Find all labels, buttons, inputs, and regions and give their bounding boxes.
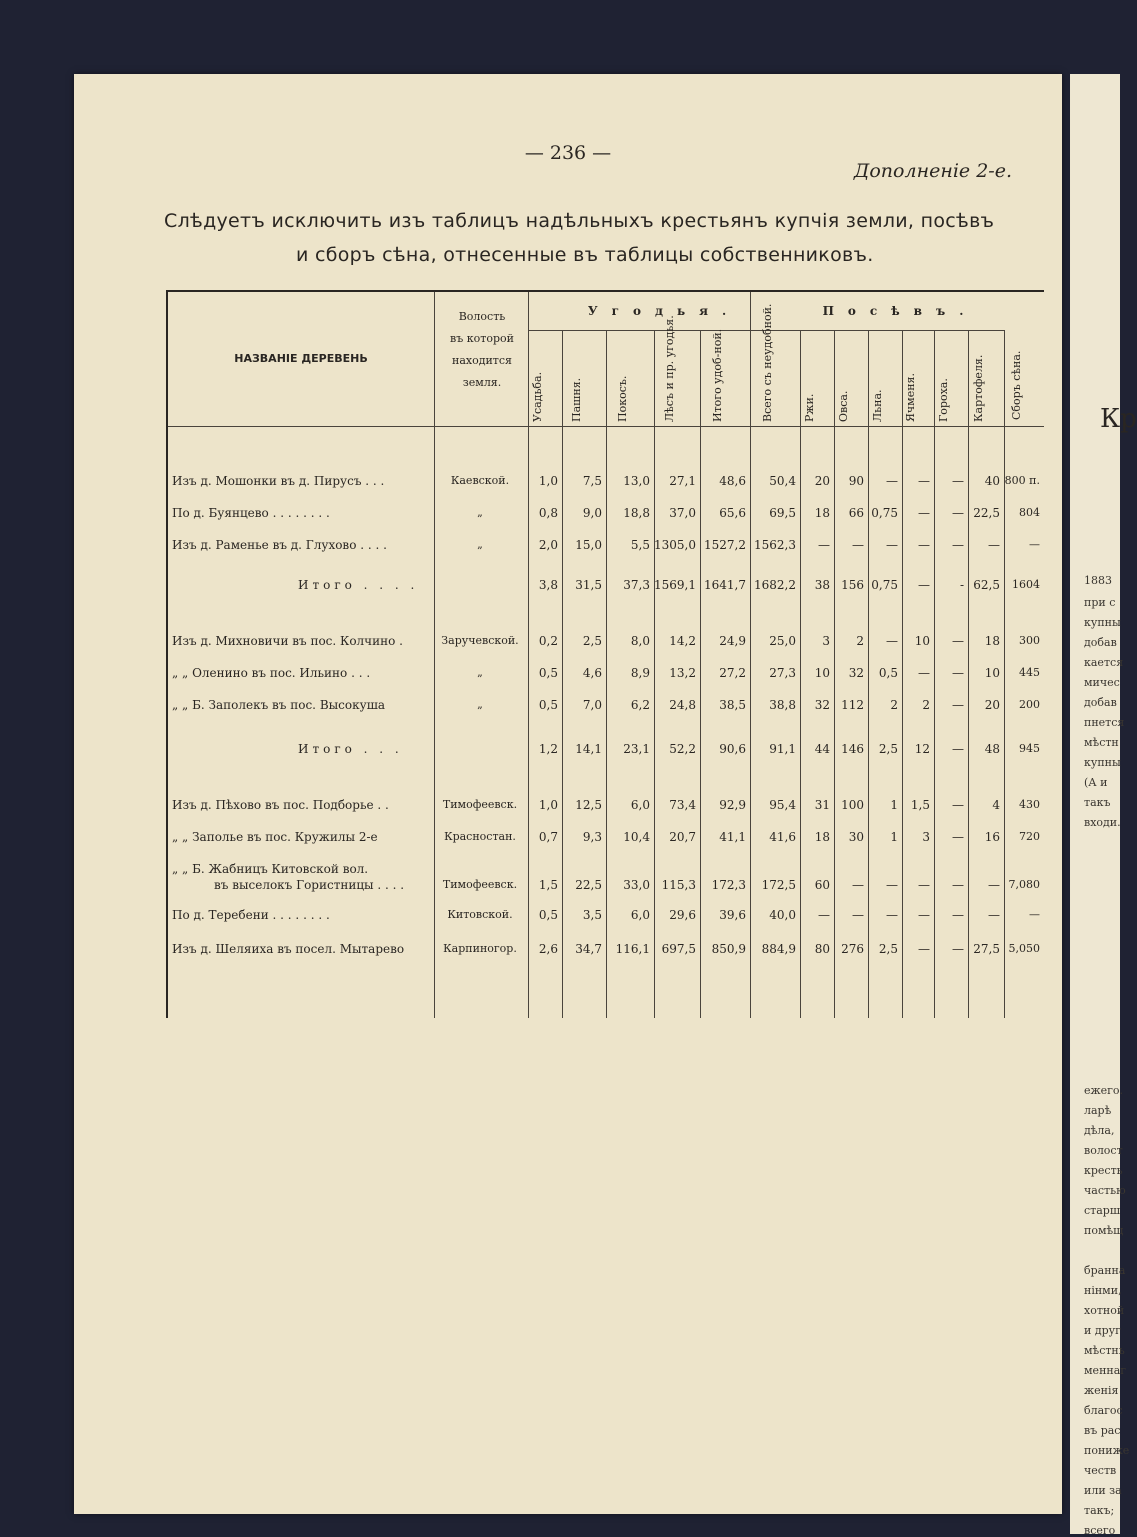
value-cell: 10,4 (623, 830, 650, 844)
value-cell: 0,5 (538, 698, 558, 712)
volost-cell: Тимофеевск. (442, 878, 518, 891)
value-cell: 13,2 (669, 666, 696, 680)
value-cell: 66 (848, 506, 864, 520)
value-cell: — (988, 878, 1000, 892)
value-cell: 1604 (1012, 578, 1040, 591)
village-name: По д. Буянцево . . . . . . . . (172, 506, 330, 520)
value-cell: 8,9 (630, 666, 650, 680)
value-cell: 73,4 (669, 798, 696, 812)
adjacent-page-text: кается (1084, 656, 1124, 669)
value-cell: 50,4 (769, 474, 796, 488)
value-cell: 2 (922, 698, 930, 712)
village-name: „ „ Заполье въ пос. Кружилы 2-е (172, 830, 378, 844)
adjacent-page-text: старш (1084, 1204, 1121, 1217)
table-row (168, 940, 1044, 958)
value-cell: - (959, 578, 964, 592)
adjacent-page-edge (1070, 74, 1137, 1537)
value-cell: — (988, 908, 1000, 922)
adjacent-page-text: мѣстн (1084, 736, 1119, 749)
value-cell: — (1029, 908, 1040, 921)
value-cell: 16 (984, 830, 1000, 844)
value-cell: 1,2 (538, 742, 558, 756)
value-cell: — (918, 538, 930, 552)
value-cell: 10 (984, 666, 1000, 680)
value-cell: 112 (841, 698, 864, 712)
value-cell: 15,0 (575, 538, 602, 552)
value-cell: — (852, 878, 864, 892)
adjacent-page-text: мичес (1084, 676, 1120, 689)
value-cell: 6,2 (630, 698, 650, 712)
value-cell: 1305,0 (654, 538, 696, 552)
value-cell: 91,1 (769, 742, 796, 756)
group-posev-header: Посѣвъ. (822, 304, 978, 318)
value-cell: 10 (814, 666, 830, 680)
value-cell: — (818, 538, 830, 552)
value-cell: 116,1 (615, 942, 650, 956)
value-cell: 0,5 (538, 666, 558, 680)
adjacent-page-text: женія (1084, 1384, 1119, 1397)
value-cell: 1562,3 (754, 538, 796, 552)
village-name: „ „ Б. Жабницъ Китовской вол. (172, 862, 369, 876)
value-cell: 20,7 (669, 830, 696, 844)
total-row (168, 576, 1044, 594)
value-cell: 6,0 (630, 908, 650, 922)
value-cell: 2,0 (538, 538, 558, 552)
col-header-3: Покосъ. (616, 375, 629, 422)
value-cell: 40 (984, 474, 1000, 488)
value-cell: — (918, 506, 930, 520)
value-cell: 69,5 (769, 506, 796, 520)
col-header-6: Всего съ неудобной. (761, 303, 774, 422)
value-cell: 4,6 (582, 666, 602, 680)
value-cell: — (918, 942, 930, 956)
value-cell: 18 (814, 506, 830, 520)
village-name: Изъ д. Раменье въ д. Глухово . . . . (172, 538, 387, 552)
village-name-continued: въ выселокъ Гористницы . . . . (214, 878, 405, 892)
table-row (168, 828, 1044, 846)
adjacent-page-text: ларѣ (1084, 1104, 1112, 1117)
value-cell: 20 (814, 474, 830, 488)
value-cell: — (852, 538, 864, 552)
col-header-9: Льна. (871, 389, 884, 422)
adjacent-page-text: помѣщ (1084, 1224, 1124, 1237)
adjacent-page-text: 1883 (1084, 574, 1112, 587)
value-cell: 34,7 (575, 942, 602, 956)
value-cell: 25,0 (769, 634, 796, 648)
value-cell: 27,2 (719, 666, 746, 680)
value-cell: — (952, 830, 964, 844)
value-cell: 18 (814, 830, 830, 844)
table-row (168, 664, 1044, 682)
value-cell: 0,2 (538, 634, 558, 648)
value-cell: 27,3 (769, 666, 796, 680)
page-number: — 236 — (524, 142, 612, 164)
value-cell: 13,0 (623, 474, 650, 488)
value-cell: 10 (914, 634, 930, 648)
adjacent-page-text: нінми, (1084, 1284, 1122, 1297)
col-header-10: Ячменя. (904, 373, 917, 422)
adjacent-page-text: или за (1084, 1484, 1122, 1497)
value-cell: — (886, 634, 898, 648)
value-cell: — (1029, 538, 1040, 551)
adjacent-page-text: при с (1084, 596, 1116, 609)
value-cell: — (952, 506, 964, 520)
value-cell: 27,5 (973, 942, 1000, 956)
value-cell: — (952, 742, 964, 756)
value-cell: 9,0 (582, 506, 602, 520)
value-cell: — (952, 666, 964, 680)
table-horizontal-rule (168, 426, 1044, 427)
volost-cell: Каевской. (450, 474, 510, 487)
village-name: „ „ Оленино въ пос. Ильино . . . (172, 666, 371, 680)
adjacent-page-text: купны (1084, 756, 1121, 769)
village-name: Изъ д. Михновичи въ пос. Колчино . (172, 634, 403, 648)
value-cell: 2 (890, 698, 898, 712)
value-cell: 37,0 (669, 506, 696, 520)
adjacent-page-text: всего (1084, 1524, 1116, 1537)
volost-cell: „ (477, 698, 483, 711)
value-cell: — (918, 908, 930, 922)
value-cell: 52,2 (669, 742, 696, 756)
value-cell: 24,8 (669, 698, 696, 712)
value-cell: 18 (984, 634, 1000, 648)
value-cell: 29,6 (669, 908, 696, 922)
value-cell: 276 (841, 942, 864, 956)
value-cell: 0,8 (538, 506, 558, 520)
value-cell: 80 (814, 942, 830, 956)
col-header-13: Сборъ сѣна. (1010, 350, 1023, 420)
adjacent-page-text: волост (1084, 1144, 1123, 1157)
value-cell: 430 (1019, 798, 1040, 811)
table-row (168, 862, 1044, 892)
value-cell: 7,080 (1008, 878, 1040, 891)
value-cell: 1527,2 (704, 538, 746, 552)
value-cell: 90 (848, 474, 864, 488)
notice-line-1: Слѣдуетъ исключить изъ таблицъ надѣльныхъ крестьянъ купчія земли, посѣвъ (164, 210, 995, 232)
adjacent-page-text: такъ (1084, 796, 1111, 809)
value-cell: 18,8 (623, 506, 650, 520)
value-cell: — (952, 634, 964, 648)
value-cell: 1569,1 (654, 578, 696, 592)
value-cell: 38,5 (719, 698, 746, 712)
volost-cell: Заручевской. (441, 634, 519, 647)
value-cell: 31 (814, 798, 830, 812)
value-cell: 92,9 (719, 798, 746, 812)
value-cell: 6,0 (630, 798, 650, 812)
value-cell: — (918, 878, 930, 892)
table-row (168, 536, 1044, 554)
village-name: Итого . . . (298, 742, 403, 756)
table-row (168, 632, 1044, 650)
value-cell: 115,3 (661, 878, 696, 892)
supplement-label: Дополненіе 2-е. (853, 160, 1012, 182)
value-cell: 39,6 (719, 908, 746, 922)
value-cell: 850,9 (711, 942, 746, 956)
value-cell: — (918, 578, 930, 592)
value-cell: 800 п. (1004, 474, 1040, 487)
value-cell: 156 (841, 578, 864, 592)
col-header-4: Лѣсъ и пр. угодья. (663, 315, 676, 422)
value-cell: 30 (848, 830, 864, 844)
volost-cell: „ (477, 538, 483, 551)
value-cell: — (952, 698, 964, 712)
value-cell: 100 (841, 798, 864, 812)
value-cell: 22,5 (973, 506, 1000, 520)
value-cell: 1,0 (538, 474, 558, 488)
volost-cell: Карпиногор. (443, 942, 517, 955)
value-cell: — (952, 942, 964, 956)
value-cell: 804 (1019, 506, 1040, 519)
value-cell: 1 (890, 798, 898, 812)
notice-line-2: и сборъ сѣна, отнесенные въ таблицы собственниковъ. (296, 244, 874, 266)
value-cell: 20 (984, 698, 1000, 712)
village-name: По д. Теребени . . . . . . . . (172, 908, 330, 922)
value-cell: 5,050 (1008, 942, 1040, 955)
value-cell: 0,75 (871, 506, 898, 520)
value-cell: 1,5 (910, 798, 930, 812)
col-name-header: НАЗВАНІЕ ДЕРЕВЕНЬ (234, 352, 368, 365)
group-ugodya-header: Угодья. (587, 304, 741, 318)
adjacent-page-text: благос (1084, 1404, 1123, 1417)
value-cell: — (818, 908, 830, 922)
value-cell: 146 (841, 742, 864, 756)
col-header-5: Итого удоб-ной. (711, 328, 724, 422)
value-cell: 40,0 (769, 908, 796, 922)
value-cell: 3 (822, 634, 830, 648)
adjacent-page-text: такъ; (1084, 1504, 1115, 1517)
value-cell: 300 (1019, 634, 1040, 647)
col-header-1: Усадьба. (531, 371, 544, 422)
adjacent-page-text: купны (1084, 616, 1121, 629)
value-cell: — (918, 666, 930, 680)
value-cell: 27,1 (669, 474, 696, 488)
value-cell: 3,5 (582, 908, 602, 922)
value-cell: 9,3 (582, 830, 602, 844)
value-cell: 7,0 (582, 698, 602, 712)
value-cell: 5,5 (630, 538, 650, 552)
value-cell: — (886, 878, 898, 892)
value-cell: 48,6 (719, 474, 746, 488)
value-cell: 0,75 (871, 578, 898, 592)
value-cell: 445 (1019, 666, 1040, 679)
value-cell: 172,5 (761, 878, 796, 892)
adjacent-page-text: честв (1084, 1464, 1117, 1477)
adjacent-page-text: хотной (1084, 1304, 1125, 1317)
value-cell: 38,8 (769, 698, 796, 712)
value-cell: — (886, 538, 898, 552)
value-cell: — (952, 908, 964, 922)
value-cell: — (952, 474, 964, 488)
value-cell: 7,5 (582, 474, 602, 488)
volost-cell (434, 740, 526, 758)
table-row (168, 796, 1044, 814)
value-cell: 4 (992, 798, 1000, 812)
value-cell: — (988, 538, 1000, 552)
adjacent-page-text: входи. (1084, 816, 1121, 829)
value-cell: 44 (814, 742, 830, 756)
adjacent-page-text: мѣстнь (1084, 1344, 1125, 1357)
value-cell: 1 (890, 830, 898, 844)
value-cell: 8,0 (630, 634, 650, 648)
value-cell: 22,5 (575, 878, 602, 892)
adjacent-page-text: (А и (1084, 776, 1108, 789)
adjacent-page-text: бранна (1084, 1264, 1126, 1277)
village-name: Изъ д. Пѣхово въ пос. Подборье . . (172, 798, 389, 812)
value-cell: 172,3 (711, 878, 746, 892)
volost-cell: Красностан. (444, 830, 516, 843)
volost-cell: Тимофеевск. (442, 798, 518, 811)
document-page (74, 74, 1062, 1514)
value-cell: 3,8 (538, 578, 558, 592)
value-cell: 1,0 (538, 798, 558, 812)
col-header-11: Гороха. (937, 378, 950, 422)
value-cell: — (952, 798, 964, 812)
col-volost-header: Волость въ которой находится земля. (450, 310, 514, 389)
col-header-12: Картофеля. (972, 354, 985, 422)
adjacent-page-text: пониже (1084, 1444, 1130, 1457)
volost-cell (434, 576, 526, 594)
value-cell: 37,3 (623, 578, 650, 592)
value-cell: 2,6 (538, 942, 558, 956)
adjacent-page-text: пнется (1084, 716, 1125, 729)
value-cell: — (886, 474, 898, 488)
adjacent-page-text: дѣла, (1084, 1124, 1115, 1137)
adjacent-page-text: въ рас (1084, 1424, 1121, 1437)
adjacent-page-text: и друг (1084, 1324, 1121, 1337)
value-cell: — (952, 878, 964, 892)
adjacent-page-text: добав (1084, 636, 1117, 649)
value-cell: 14,1 (575, 742, 602, 756)
adjacent-page-text: ежего. (1084, 1084, 1124, 1097)
value-cell: 12,5 (575, 798, 602, 812)
value-cell: 2,5 (878, 742, 898, 756)
adjacent-page-text: добав (1084, 696, 1117, 709)
value-cell: 2,5 (878, 942, 898, 956)
value-cell: 12 (914, 742, 930, 756)
value-cell: 0,5 (878, 666, 898, 680)
value-cell: — (852, 908, 864, 922)
value-cell: — (918, 474, 930, 488)
table-row (168, 504, 1044, 522)
adjacent-page-text: меннаг (1084, 1364, 1127, 1377)
adjacent-page-text: частью (1084, 1184, 1126, 1197)
value-cell: 90,6 (719, 742, 746, 756)
value-cell: 14,2 (669, 634, 696, 648)
value-cell: 60 (814, 878, 830, 892)
value-cell: — (886, 908, 898, 922)
value-cell: 24,9 (719, 634, 746, 648)
value-cell: 1682,2 (754, 578, 796, 592)
value-cell: 41,1 (719, 830, 746, 844)
value-cell: 945 (1019, 742, 1040, 755)
table-row (168, 696, 1044, 714)
value-cell: 32 (848, 666, 864, 680)
value-cell: 41,6 (769, 830, 796, 844)
value-cell: 0,7 (538, 830, 558, 844)
table-horizontal-rule (800, 330, 1004, 331)
value-cell: 95,4 (769, 798, 796, 812)
col-header-2: Пашня. (570, 377, 583, 422)
value-cell: 38 (814, 578, 830, 592)
volost-cell: „ (477, 506, 483, 519)
value-cell: 32 (814, 698, 830, 712)
data-table (166, 290, 1044, 1018)
value-cell: 720 (1019, 830, 1040, 843)
value-cell: 2,5 (582, 634, 602, 648)
value-cell: — (952, 538, 964, 552)
volost-cell: „ (477, 666, 483, 679)
table-row (168, 472, 1044, 490)
total-row (168, 740, 1044, 758)
value-cell: 1641,7 (704, 578, 746, 592)
value-cell: 697,5 (661, 942, 696, 956)
col-header-7: Ржи. (803, 393, 816, 422)
value-cell: 0,5 (538, 908, 558, 922)
village-name: Изъ д. Шеляиха въ посел. Мытарево (172, 942, 405, 956)
village-name: „ „ Б. Заполекъ въ пос. Высокуша (172, 698, 385, 712)
value-cell: 31,5 (575, 578, 602, 592)
value-cell: 2 (856, 634, 864, 648)
value-cell: 33,0 (623, 878, 650, 892)
value-cell: 1,5 (538, 878, 558, 892)
value-cell: 65,6 (719, 506, 746, 520)
table-row (168, 906, 1044, 924)
value-cell: 62,5 (973, 578, 1000, 592)
value-cell: 3 (922, 830, 930, 844)
volost-cell: Китовской. (447, 908, 513, 921)
adjacent-page-heading: Кр (1100, 404, 1137, 434)
value-cell: 200 (1019, 698, 1040, 711)
value-cell: 48 (984, 742, 1000, 756)
value-cell: 884,9 (761, 942, 796, 956)
adjacent-page-text: кресть (1084, 1164, 1123, 1177)
village-name: Изъ д. Мошонки въ д. Пирусъ . . . (172, 474, 385, 488)
value-cell: 23,1 (623, 742, 650, 756)
col-header-8: Овса. (837, 390, 850, 422)
village-name: Итого . . . . (298, 578, 419, 592)
